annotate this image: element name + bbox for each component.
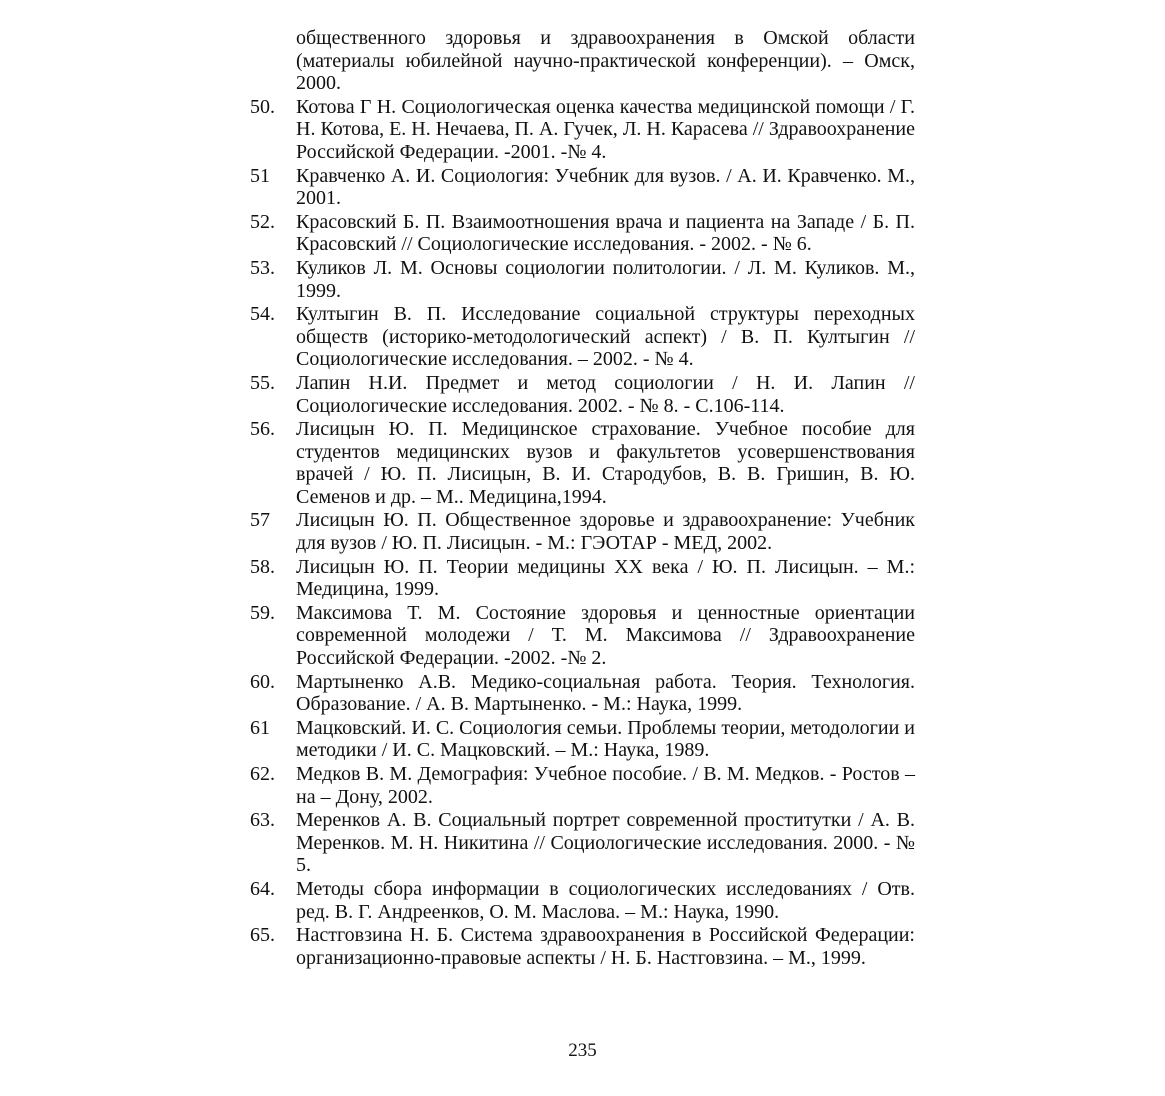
bibliography-entry [250, 418, 915, 508]
entry-text: Лапин Н.И. Предмет и метод социологии / Н. И. Лапин // Социологические исследования. 2002. - № 8. - С.106-114. [296, 371, 915, 417]
bibliography-entry [250, 763, 915, 808]
entry-number: 52. [250, 210, 275, 233]
entry-text: Мартыненко А.В. Медико-социальная работа. Теория. Технология. Образование. / А. В. Мартыненко. - М.: Наука, 1999. [296, 670, 915, 716]
entry-text: Котова Г Н. Социологическая оценка качества медицинской помощи / Г. Н. Котова, Е. Н. Нечаева, П. А. Гучек, Л. Н. Карасева // Здравоохранение Российской Федерации. -2001. -№ 4. [296, 95, 915, 163]
entry-text: Методы сбора информации в социологических исследованиях / Отв. ред. В. Г. Андреенков, О. М. Маслова. – М.: Наука, 1990. [296, 877, 915, 923]
bibliography-list [250, 27, 915, 970]
entry-text: Максимова Т. М. Состояние здоровья и ценностные ориентации современной молодежи / Т. М. Максимова // Здравоохранение Российской Федерации. -2002. -№ 2. [296, 601, 915, 670]
entry-number: 50. [250, 95, 275, 118]
bibliography-entry-continued [250, 27, 915, 95]
entry-number: 62. [250, 763, 275, 785]
bibliography-entry [250, 165, 915, 210]
entry-number: 53. [250, 256, 275, 279]
entry-text: Куликов Л. М. Основы социологии политологии. / Л. М. Куликов. М., 1999. [296, 256, 915, 302]
bibliography-entry [250, 96, 915, 164]
bibliography-entry [250, 717, 915, 762]
entry-number: 55. [250, 371, 275, 394]
bibliography-entry [250, 372, 915, 417]
entry-text: Медков В. М. Демография: Учебное пособие. / В. М. Медков. - Ростов – на – Дону, 2002. [296, 763, 915, 808]
entry-text: Меренков А. В. Социальный портрет современной проститутки / А. В. Меренков. М. Н. Никитина // Социологические исследования. 2000. - № 5. [296, 809, 915, 877]
bibliography-entry [250, 211, 915, 256]
entry-text: Настговзина Н. Б. Система здравоохранения в Российской Федерации: организационно-правовые аспекты / Н. Б. Настговзина. – М., 1999. [296, 924, 915, 969]
bibliography-entry [250, 671, 915, 716]
entry-number: 51 [250, 164, 270, 187]
bibliography-entry [250, 602, 915, 670]
bibliography-entry [250, 924, 915, 969]
entry-number: 63. [250, 809, 275, 832]
bibliography-entry [250, 556, 915, 601]
bibliography-entry [250, 509, 915, 554]
bibliography-entry [250, 257, 915, 302]
entry-number: 59. [250, 601, 275, 624]
entry-text: Красовский Б. П. Взаимоотношения врача и пациента на Западе / Б. П. Красовский // Социологические исследования. - 2002. - № 6. [296, 210, 915, 256]
entry-number: 57 [250, 509, 270, 532]
entry-number: 65. [250, 924, 275, 947]
entry-text: Култыгин В. П. Исследование социальной структуры переходных обществ (историко-методологический аспект) / В. П. Култыгин // Социологические исследования. – 2002. - № 4. [296, 303, 915, 371]
bibliography-entry [250, 303, 915, 371]
entry-number: 64. [250, 877, 275, 900]
entry-number: 54. [250, 303, 275, 326]
entry-number: 60. [250, 670, 275, 693]
bibliography-entry [250, 878, 915, 923]
entry-number: 58. [250, 555, 275, 578]
entry-text: Лисицын Ю. П. Медицинское страхование. Учебное пособие для студентов медицинских вузов и факультетов усовершенствования врачей / Ю. П. Лисицын, В. И. Стародубов, В. В. Гришин, В. Ю. Семенов и др. – М.. Медицина,1994. [296, 418, 915, 508]
entry-number: 61 [250, 716, 270, 739]
bibliography-entry [250, 809, 915, 877]
entry-text: общественного здоровья и здравоохранения в Омской области (материалы юбилейной научно-практической конференции). – Омск, 2000. [296, 27, 915, 95]
entry-number: 56. [250, 418, 275, 441]
entry-text: Лисицын Ю. П. Общественное здоровье и здравоохранение: Учебник для вузов / Ю. П. Лисицын. - М.: ГЭОТАР - МЕД, 2002. [296, 509, 915, 555]
entry-text: Кравченко А. И. Социология: Учебник для вузов. / А. И. Кравченко. М., 2001. [296, 164, 915, 210]
page-number: 235 [568, 1040, 597, 1061]
entry-text: Лисицын Ю. П. Теории медицины XX века / Ю. П. Лисицын. – М.: Медицина, 1999. [296, 555, 915, 601]
entry-text: Мацковский. И. С. Социология семьи. Проблемы теории, методологии и методики / И. С. Мацковский. – М.: Наука, 1989. [296, 716, 915, 762]
